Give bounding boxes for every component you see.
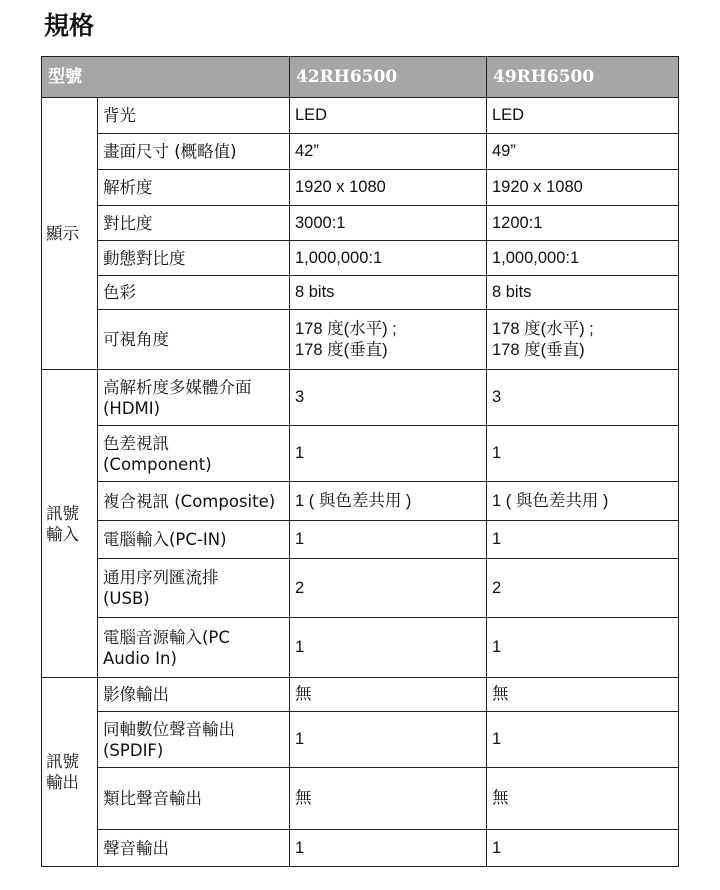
row-label: 影像輸出 bbox=[98, 678, 290, 712]
row-value-1 bbox=[290, 310, 487, 370]
row-label: 色彩 bbox=[98, 276, 290, 310]
table-row bbox=[42, 482, 679, 521]
row-value-1: 1920 x 1080 bbox=[290, 170, 487, 206]
row-value-2: 49” bbox=[487, 134, 679, 170]
page-title: 規格 bbox=[44, 11, 95, 40]
row-value-1: 8 bits bbox=[290, 276, 487, 310]
model-label-header: 型號 bbox=[42, 57, 290, 98]
row-label: 複合視訊 (Composite) bbox=[98, 482, 290, 521]
row-value-1: 1 ( 與色差共用 ) bbox=[290, 482, 487, 521]
row-value-2: 1920 x 1080 bbox=[487, 170, 679, 206]
table-row bbox=[42, 276, 679, 310]
row-label: 可視角度 bbox=[98, 310, 290, 370]
row-value-2: 1 bbox=[487, 618, 679, 678]
row-value-2: 1 bbox=[487, 426, 679, 482]
row-value-2 bbox=[487, 310, 679, 370]
row-value-2: 1 bbox=[487, 712, 679, 768]
row-value-1: 3000:1 bbox=[290, 206, 487, 241]
row-label: 背光 bbox=[98, 98, 290, 134]
table-row bbox=[42, 712, 679, 768]
row-value-1: 無 bbox=[290, 678, 487, 712]
row-value-2: 1 bbox=[487, 521, 679, 559]
row-value-1: 1 bbox=[290, 521, 487, 559]
table-row bbox=[42, 521, 679, 559]
row-label: 動態對比度 bbox=[98, 241, 290, 276]
row-value-1: 3 bbox=[290, 370, 487, 426]
row-value-1: 42” bbox=[290, 134, 487, 170]
value-line: 178 度(水平) ; bbox=[295, 319, 397, 338]
row-label: 聲音輸出 bbox=[98, 830, 290, 867]
spec-table bbox=[41, 56, 679, 867]
row-value-1: 1 bbox=[290, 712, 487, 768]
table-row bbox=[42, 241, 679, 276]
table-row bbox=[42, 618, 679, 678]
table-row bbox=[42, 206, 679, 241]
row-label: 通用序列匯流排 (USB) bbox=[98, 559, 290, 618]
row-value-1: 無 bbox=[290, 768, 487, 830]
table-row bbox=[42, 559, 679, 618]
table-header-row bbox=[42, 57, 679, 98]
table-row bbox=[42, 426, 679, 482]
table-row bbox=[42, 678, 679, 712]
value-line: 178 度(垂直) bbox=[492, 340, 585, 359]
group-display: 顯示 bbox=[42, 98, 98, 370]
table-row bbox=[42, 170, 679, 206]
table-row bbox=[42, 134, 679, 170]
table-row bbox=[42, 830, 679, 867]
row-label: 畫面尺寸 (概略值) bbox=[98, 134, 290, 170]
row-label: 類比聲音輸出 bbox=[98, 768, 290, 830]
value-line: 178 度(水平) ; bbox=[492, 319, 594, 338]
row-value-1: 1 bbox=[290, 830, 487, 867]
group-input: 訊號 輸入 bbox=[42, 370, 98, 678]
row-value-1: 1 bbox=[290, 426, 487, 482]
row-value-2: 2 bbox=[487, 559, 679, 618]
row-value-2: 8 bits bbox=[487, 276, 679, 310]
row-label: 解析度 bbox=[98, 170, 290, 206]
row-label: 同軸數位聲音輸出 (SPDIF) bbox=[98, 712, 290, 768]
row-value-2: 3 bbox=[487, 370, 679, 426]
value-line: 178 度(垂直) bbox=[295, 340, 388, 359]
row-value-1: LED bbox=[290, 98, 487, 134]
table-row bbox=[42, 370, 679, 426]
row-value-1: 1 bbox=[290, 618, 487, 678]
row-value-2: 1 ( 與色差共用 ) bbox=[487, 482, 679, 521]
row-label: 高解析度多媒體介面 (HDMI) bbox=[98, 370, 290, 426]
table-row bbox=[42, 768, 679, 830]
row-value-2: 無 bbox=[487, 768, 679, 830]
row-value-2: 無 bbox=[487, 678, 679, 712]
table-row bbox=[42, 310, 679, 370]
table-row bbox=[42, 98, 679, 134]
row-label: 電腦音源輸入(PC Audio In) bbox=[98, 618, 290, 678]
row-label: 對比度 bbox=[98, 206, 290, 241]
row-label: 電腦輸入(PC-IN) bbox=[98, 521, 290, 559]
row-value-1: 2 bbox=[290, 559, 487, 618]
row-value-2: 1,000,000:1 bbox=[487, 241, 679, 276]
row-value-2: 1200:1 bbox=[487, 206, 679, 241]
row-label: 色差視訊 (Component) bbox=[98, 426, 290, 482]
row-value-1: 1,000,000:1 bbox=[290, 241, 487, 276]
row-value-2: 1 bbox=[487, 830, 679, 867]
model-2-header: 49RH6500 bbox=[487, 57, 679, 98]
model-1-header: 42RH6500 bbox=[290, 57, 487, 98]
group-output: 訊號 輸出 bbox=[42, 678, 98, 867]
row-value-2: LED bbox=[487, 98, 679, 134]
